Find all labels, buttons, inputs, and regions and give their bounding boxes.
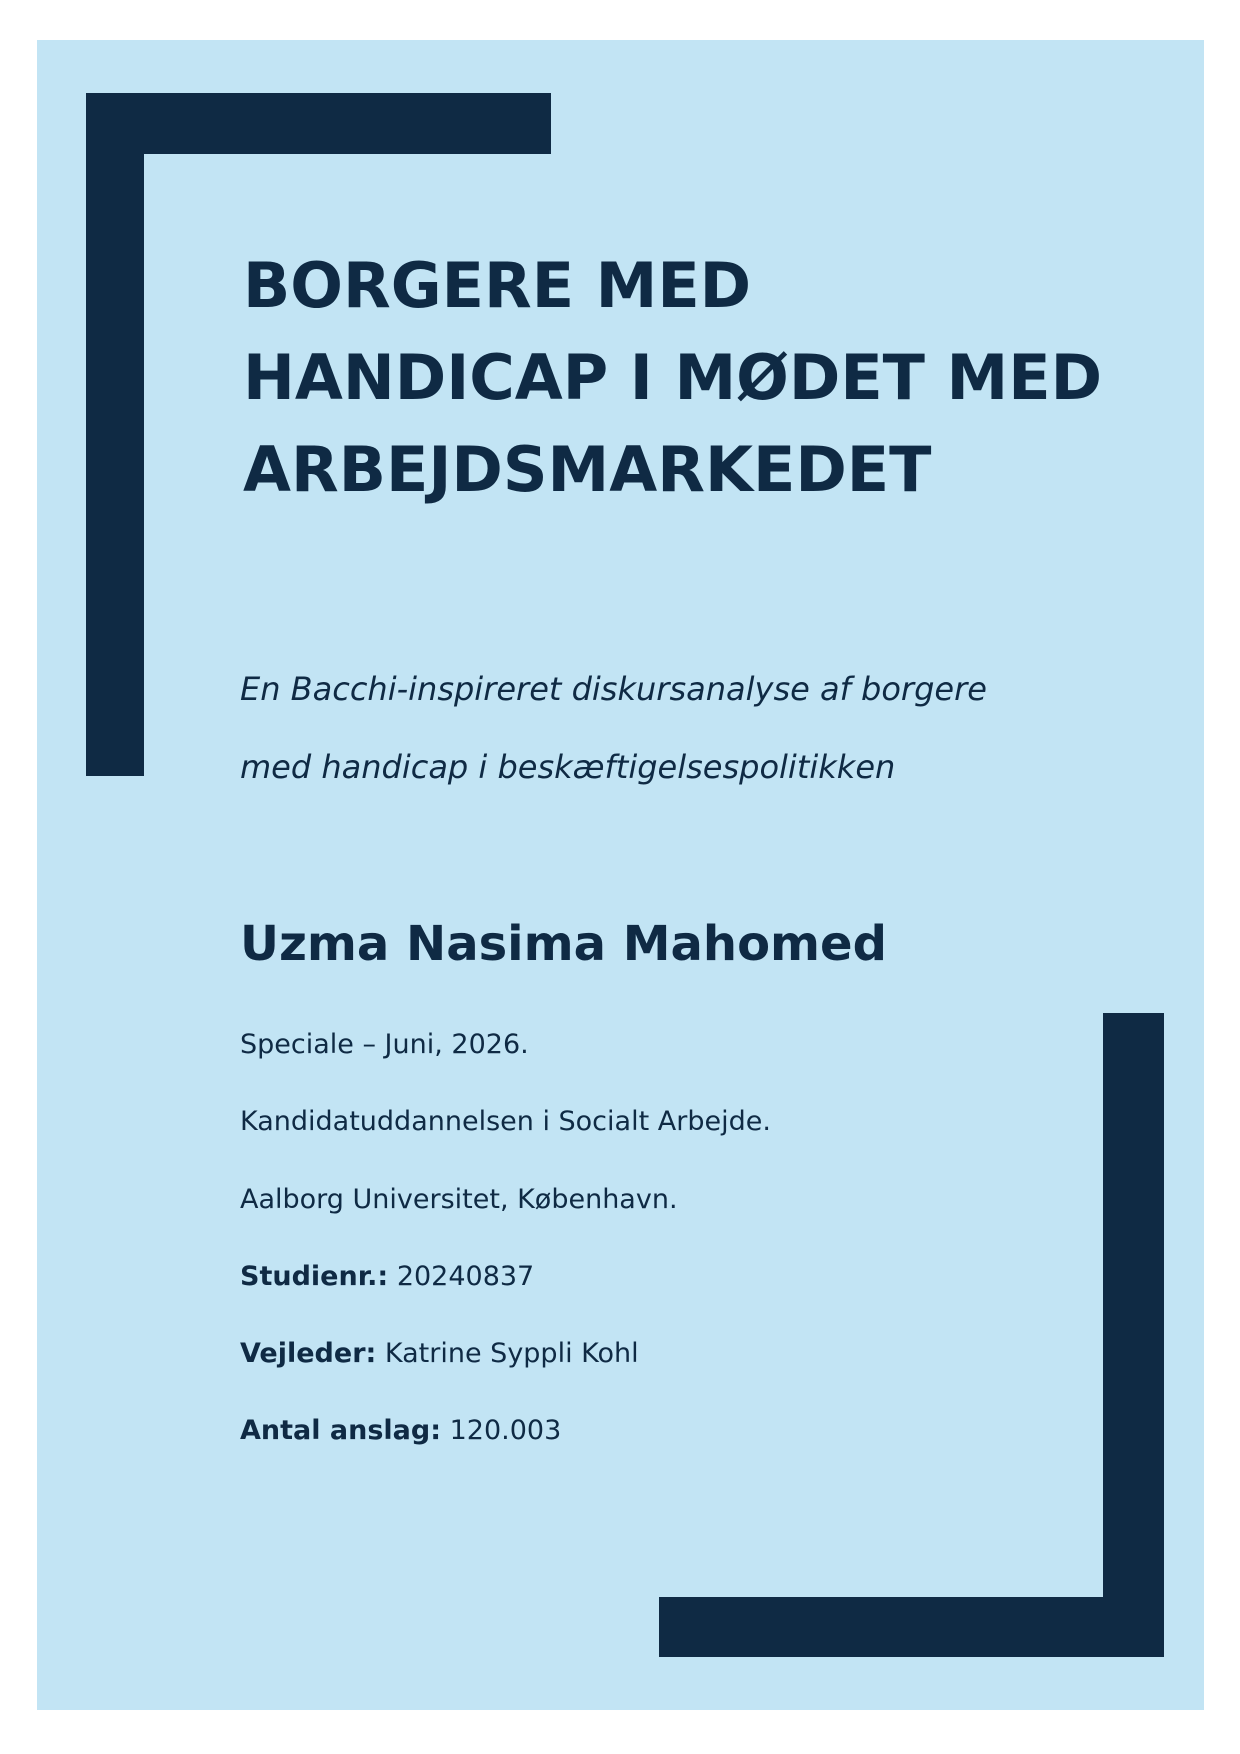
university-name: Aalborg Universitet, København. [240, 1184, 678, 1215]
student-number-value: 20240837 [396, 1261, 535, 1292]
title-line: BORGERE MED [243, 249, 752, 322]
program-name: Kandidatuddannelsen i Socialt Arbejde. [240, 1106, 771, 1137]
bracket-bottom-right-vertical [1103, 1013, 1164, 1657]
bracket-bottom-right-horizontal [659, 1597, 1164, 1657]
supervisor-label: Vejleder: [240, 1338, 377, 1369]
character-count [240, 1411, 561, 1451]
document-subtitle [240, 650, 1140, 806]
character-count-label: Antal anslag: [240, 1415, 442, 1446]
thesis-type-date: Speciale – Juni, 2026. [240, 1029, 529, 1060]
document-title [243, 240, 1183, 516]
student-number [240, 1257, 534, 1297]
character-count-value: 120.003 [449, 1415, 562, 1446]
author-name: Uzma Nasima Mahomed [240, 916, 887, 972]
supervisor [240, 1334, 639, 1374]
supervisor-value: Katrine Syppli Kohl [384, 1338, 639, 1369]
bracket-top-left-horizontal [86, 93, 551, 154]
student-number-label: Studienr.: [240, 1261, 389, 1292]
title-line: HANDICAP I MØDET MED [243, 341, 1103, 414]
subtitle-line: med handicap i beskæftigelsespolitikken [240, 748, 896, 786]
bracket-top-left-vertical [86, 93, 144, 776]
subtitle-line: En Bacchi-inspireret diskursanalyse af borgere [240, 670, 987, 708]
title-line: ARBEJDSMARKEDET [243, 433, 932, 506]
